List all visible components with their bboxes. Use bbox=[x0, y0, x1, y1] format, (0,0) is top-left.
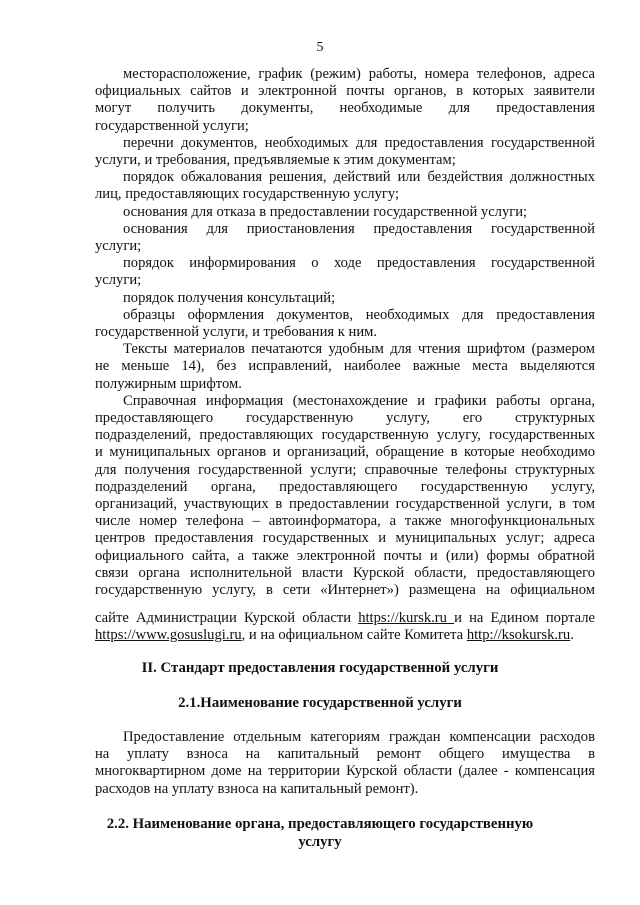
body-text-line: и муниципальных органов и организаций, обращение в которые необходимо bbox=[95, 444, 595, 461]
body-text-line: числе номер телефона – автоинформатора, а также многофункциональных bbox=[95, 513, 595, 530]
body-text-line: государственной услуги; bbox=[95, 117, 249, 134]
link-line-2-after: . bbox=[570, 627, 574, 643]
body-text-line: подразделений органа, предоставляющего государственную услугу, bbox=[95, 478, 595, 495]
body-text-line: полужирным шрифтом. bbox=[95, 375, 242, 392]
body-line-links-2 bbox=[95, 627, 595, 644]
body-text-line: Справочная информация (местонахождение и графики работы органа, bbox=[123, 392, 595, 409]
body-text-line: организаций, участвующих в предоставлении государственной услуги, в том bbox=[95, 496, 595, 512]
body-text-line: официальных сайтов и электронной почты органов, в которых заявители bbox=[95, 83, 595, 100]
body-text-line: Тексты материалов печатаются удобным для чтения шрифтом (размером bbox=[123, 341, 595, 358]
body-text-line: образцы оформления документов, необходимых для предоставления bbox=[123, 306, 595, 323]
body-text-line: основания для приостановления предоставления государственной bbox=[123, 220, 595, 237]
body-text-line: месторасположение, график (режим) работы, номера телефонов, адреса bbox=[123, 66, 595, 82]
subheading-2-2-line-2: услугу bbox=[298, 834, 342, 850]
body-text-line: порядок получения консультаций; bbox=[123, 289, 336, 306]
paragraph-line: Предоставление отдельным категориям граждан компенсации расходов bbox=[123, 729, 595, 745]
kursk-link[interactable]: https://kursk.ru bbox=[358, 610, 455, 626]
link-line-1-after: и на Едином портале bbox=[454, 610, 595, 626]
body-text-line: основания для отказа в предоставлении государственной услуги; bbox=[123, 203, 528, 220]
body-text-line: перечни документов, необходимых для предоставления государственной bbox=[123, 134, 595, 151]
body-text-line: государственную услугу, в сети «Интернет») размещена на официальном bbox=[95, 582, 595, 598]
paragraph-line: расходов на уплату взноса на капитальный ремонт). bbox=[95, 780, 419, 797]
body-text-line: предоставляющего государственную услугу, его структурных bbox=[95, 410, 595, 426]
body-text-line: не меньше 14), без исправлений, наиболее важные места выделяются bbox=[95, 358, 595, 375]
paragraph-line: на уплату взноса на капитальный ремонт общего имущества в bbox=[95, 746, 595, 763]
ksokursk-link[interactable]: http://ksokursk.ru bbox=[466, 627, 571, 643]
body-text-line: центров предоставления государственных и муниципальных услуг; адреса bbox=[95, 530, 595, 547]
body-text-line: государственной услуги, и требования к ним. bbox=[95, 324, 378, 340]
body-text-line: для получения государственной услуги; справочные телефоны структурных bbox=[95, 461, 595, 478]
body-text-line: услуги, и требования, предъявляемые к этим документам; bbox=[95, 152, 456, 168]
subheading-2-2-line-1: 2.2. Наименование органа, предоставляющего государственную bbox=[106, 816, 534, 832]
link-line-2-middle: , и на официальном сайте Комитета bbox=[241, 627, 467, 643]
section-heading: II. Стандарт предоставления государственной услуги bbox=[141, 660, 499, 676]
body-text-line: порядок обжалования решения, действий или бездействия должностных bbox=[123, 169, 595, 186]
body-text-line: могут получить документы, необходимые для предоставления bbox=[95, 100, 595, 117]
paragraph-line: многоквартирном доме на территории Курской области (далее - компенсация bbox=[95, 763, 595, 780]
body-text-line: услуги; bbox=[95, 272, 142, 289]
page-number: 5 bbox=[316, 40, 324, 55]
body-text-line: связи органа исполнительной власти Курской области, предоставляющего bbox=[95, 564, 595, 581]
body-text-line: официального сайта, а также электронной почты и (или) формы обратной bbox=[95, 547, 595, 564]
body-text-line: подразделений, предоставляющих государственную услугу, государственных bbox=[95, 427, 595, 444]
body-text-line: порядок информирования о ходе предоставления государственной bbox=[123, 255, 595, 272]
gosuslugi-link[interactable]: https://www.gosuslugi.ru bbox=[95, 627, 242, 643]
subheading-2-1: 2.1.Наименование государственной услуги bbox=[178, 695, 462, 711]
body-text-line: лиц, предоставляющих государственную услугу; bbox=[95, 186, 400, 203]
body-text-line: услуги; bbox=[95, 238, 142, 254]
body-line-links-1 bbox=[95, 610, 595, 627]
link-line-1-before: сайте Администрации Курской области bbox=[95, 610, 359, 626]
